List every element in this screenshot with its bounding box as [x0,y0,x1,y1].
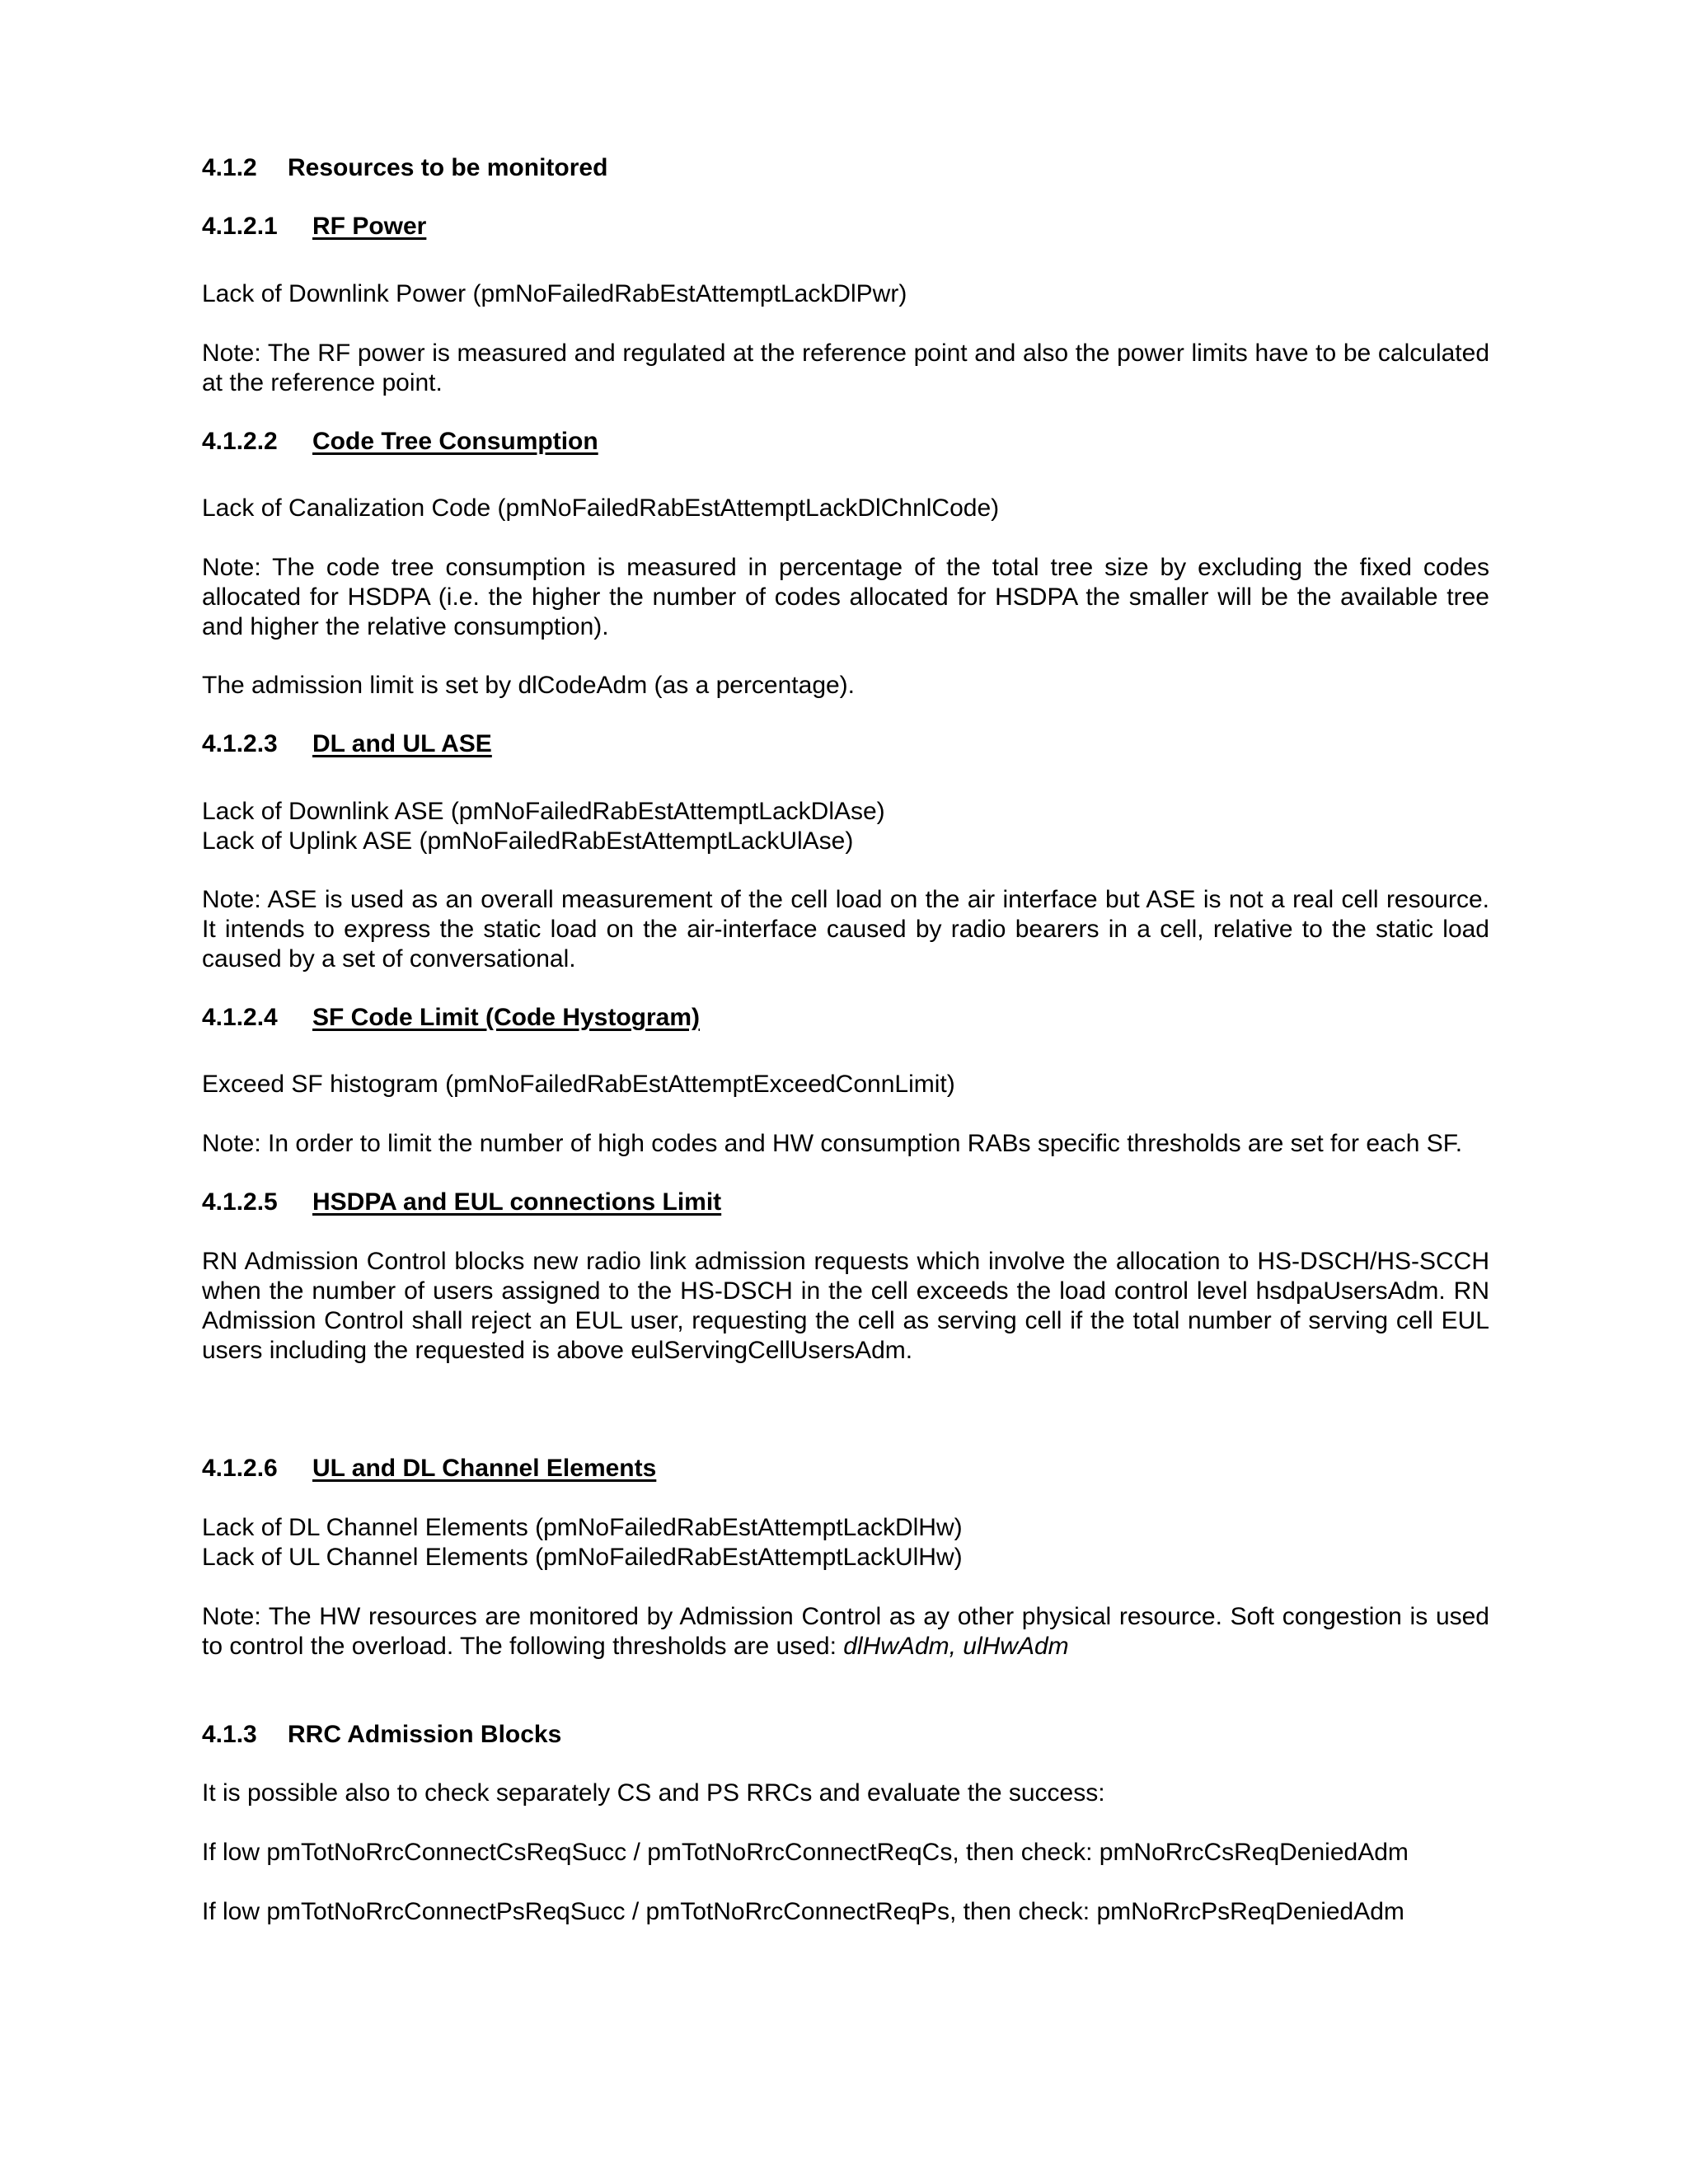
heading-4-1-2-4 [202,1003,700,1033]
note-paragraph: Note: In order to limit the number of high codes and HW consumption RABs specific thresholds are set for each SF. [202,1130,1463,1157]
section-number: 4.1.2 [202,154,257,181]
section-title: Code Tree Consumption [312,428,598,455]
note-paragraph: Note: The code tree consumption is measured in percentage of the total tree size by excluding the fixed codes allocated for HSDPA (i.e. the higher the number of codes allocated for HSDPA the smaller will be the available tree and higher the relative consumption). [202,554,1489,640]
note-paragraph: Note: ASE is used as an overall measurement of the cell load on the air interface but ASE is not a real cell resource. It intends to express the static load on the air-interface caused by radio bearers in a cell, relative to the static load caused by a set of conversational. [202,886,1489,972]
section-title: Resources to be monitored [288,154,608,181]
section-number: 4.1.2.2 [202,428,278,455]
section-number: 4.1.2.5 [202,1188,278,1216]
counter-line: Lack of Downlink ASE (pmNoFailedRabEstAttemptLackDlAse) [202,798,885,825]
section-title: RF Power [312,213,427,240]
section-number: 4.1.2.3 [202,730,278,757]
note-paragraph: Note: The RF power is measured and regulated at the reference point and also the power limits have to be calculated at the reference point. [202,340,1489,396]
heading-4-1-2 [202,153,607,183]
section-number: 4.1.2.4 [202,1004,278,1031]
note-paragraph [202,1602,1489,1661]
section-title: HSDPA and EUL connections Limit [312,1188,722,1216]
heading-4-1-3 [202,1720,561,1750]
heading-4-1-2-3 [202,729,492,759]
counter-line: Lack of Canalization Code (pmNoFailedRabEstAttemptLackDlChnlCode) [202,494,1000,522]
ps-check-line: If low pmTotNoRrcConnectPsReqSucc / pmTotNoRrcConnectReqPs, then check: pmNoRrcPsReqDeniedAdm [202,1898,1404,1925]
admission-limit-text: The admission limit is set by dlCodeAdm (as a percentage). [202,672,856,699]
note-text: Note: The HW resources are monitored by Admission Control as ay other physical resource. Soft congestion is used to control the overload. The following thresholds are used: [202,1603,1489,1660]
heading-4-1-2-5 [202,1188,721,1217]
counter-line: Lack of DL Channel Elements (pmNoFailedRabEstAttemptLackDlHw) [202,1514,963,1541]
heading-4-1-2-2 [202,427,598,457]
threshold-names: dlHwAdm, ulHwAdm [843,1633,1069,1660]
counter-line: Lack of UL Channel Elements (pmNoFailedRabEstAttemptLackUlHw) [202,1544,963,1571]
intro-line: It is possible also to check separately CS and PS RRCs and evaluate the success: [202,1779,1105,1807]
section-number: 4.1.3 [202,1721,257,1748]
section-number: 4.1.2.6 [202,1455,278,1482]
section-title: DL and UL ASE [312,730,492,757]
cs-check-line: If low pmTotNoRrcConnectCsReqSucc / pmTotNoRrcConnectReqCs, then check: pmNoRrcCsReqDeniedAdm [202,1839,1409,1866]
counter-line: Lack of Downlink Power (pmNoFailedRabEstAttemptLackDlPwr) [202,280,907,307]
heading-4-1-2-6 [202,1454,656,1483]
counter-line: Exceed SF histogram (pmNoFailedRabEstAttemptExceedConnLimit) [202,1071,955,1098]
heading-4-1-2-1 [202,212,426,241]
section-title: UL and DL Channel Elements [312,1455,657,1482]
section-number: 4.1.2.1 [202,213,278,240]
body-paragraph: RN Admission Control blocks new radio link admission requests which involve the allocation to HS-DSCH/HS-SCCH when the number of users assigned to the HS-DSCH in the cell exceeds the load control level hsdpaUsersAdm. RN Admission Control shall reject an EUL user, requesting the cell as serving cell if the total number of serving cell EUL users including the requested is above eulServingCellUsersAdm. [202,1248,1489,1364]
counter-line: Lack of Uplink ASE (pmNoFailedRabEstAttemptLackUlAse) [202,827,854,855]
section-title: RRC Admission Blocks [288,1721,562,1748]
section-title: SF Code Limit (Code Hystogram) [312,1004,701,1031]
